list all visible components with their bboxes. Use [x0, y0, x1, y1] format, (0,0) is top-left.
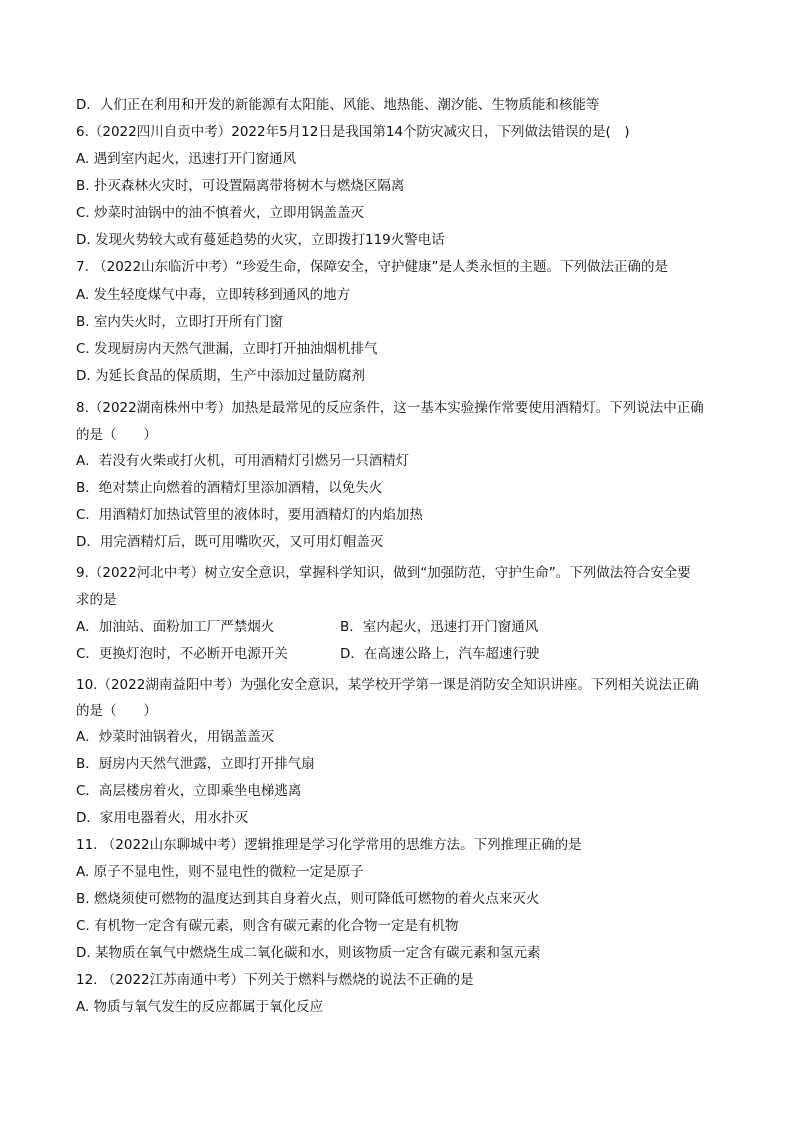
question-9-stem: 9.（2022河北中考）树立安全意识，掌握科学知识，做到“加强防范，守护生命”。下列做法符合安全要 [76, 565, 691, 581]
question-9-stem-continued: 求的是 [76, 592, 117, 608]
question-11-option-c: C. 有机物一定含有碳元素，则含有碳元素的化合物一定是有机物 [76, 918, 459, 934]
question-7-option-d: D. 为延长食品的保质期，生产中添加过量防腐剂 [76, 368, 365, 384]
question-6-option-c: C. 炒菜时油锅中的油不慎着火，立即用锅盖盖灭 [76, 205, 365, 221]
question-9-option-b: B．室内起火，迅速打开门窗通风 [340, 619, 539, 635]
question-7-stem: 7. （2022山东临沂中考）“珍爱生命，保障安全，守护健康”是人类永恒的主题。下列做法正确的是 [76, 259, 669, 275]
question-8-stem: 8.（2022湖南株州中考）加热是最常见的反应条件，这一基本实验操作常要使用酒精灯。下列说法中正确 [76, 400, 704, 416]
question-11-option-b: B. 燃烧须使可燃物的温度达到其自身着火点，则可降低可燃物的着火点来灭火 [76, 891, 540, 907]
question-8-option-a: A．若没有火柴或打火机，可用酒精灯引燃另一只酒精灯 [76, 453, 410, 469]
question-11-option-d: D. 某物质在氧气中燃烧生成二氧化碳和水，则该物质一定含有碳元素和氢元素 [76, 945, 541, 961]
question-12-stem: 12. （2022江苏南通中考）下列关于燃料与燃烧的说法不正确的是 [76, 972, 474, 988]
question-6-stem: 6.（2022四川自贡中考）2022年5月12日是我国第14个防灾减灾日，下列做法错误的是( ) [76, 124, 630, 140]
text-line: D．人们正在利用和开发的新能源有太阳能、风能、地热能、潮汐能、生物质能和核能等 [76, 97, 600, 113]
question-10-option-d: D．家用电器着火，用水扑灭 [76, 810, 249, 826]
question-9-option-a: A．加油站、面粉加工厂严禁烟火 [76, 619, 275, 635]
question-7-option-a: A. 发生轻度煤气中毒，立即转移到通风的地方 [76, 287, 351, 303]
question-10-stem: 10.（2022湖南益阳中考）为强化安全意识，某学校开学第一课是消防安全知识讲座。下列相关说法正确 [76, 677, 699, 693]
question-12-option-a: A. 物质与氧气发生的反应都属于氧化反应 [76, 999, 324, 1015]
question-6-option-b: B. 扑灭森林火灾时，可设置隔离带将树木与燃烧区隔离 [76, 178, 405, 194]
question-9-option-d: D．在高速公路上，汽车超速行驶 [340, 646, 540, 662]
question-10-option-b: B．厨房内天然气泄露，立即打开排气扇 [76, 756, 315, 772]
question-9-option-c: C．更换灯泡时，不必断开电源开关 [76, 646, 288, 662]
question-8-option-c: C．用酒精灯加热试管里的液体时，要用酒精灯的内焰加热 [76, 507, 423, 523]
question-10-option-c: C．高层楼房着火，立即乘坐电梯逃离 [76, 783, 302, 799]
question-11-option-a: A. 原子不显电性，则不显电性的微粒一定是原子 [76, 864, 364, 880]
question-7-option-b: B. 室内失火时，立即打开所有门窗 [76, 314, 283, 330]
question-11-stem: 11. （2022山东聊城中考）逻辑推理是学习化学常用的思维方法。下列推理正确的是 [76, 837, 582, 853]
question-7-option-c: C. 发现厨房内天然气泄漏，立即打开抽油烟机排气 [76, 341, 378, 357]
question-8-option-d: D．用完酒精灯后，既可用嘴吹灭，又可用灯帽盖灭 [76, 534, 384, 550]
question-10-stem-continued: 的是（ ） [76, 703, 157, 719]
question-10-option-a: A．炒菜时油锅着火，用锅盖盖灭 [76, 729, 275, 745]
question-8-option-b: B．绝对禁止向燃着的酒精灯里添加酒精，以免失火 [76, 480, 383, 496]
question-6-option-d: D. 发现火势较大或有蔓延趋势的火灾，立即拨打119火警电话 [76, 232, 445, 248]
question-8-stem-continued: 的是（ ） [76, 427, 157, 443]
question-6-option-a: A. 遇到室内起火，迅速打开门窗通风 [76, 151, 297, 167]
